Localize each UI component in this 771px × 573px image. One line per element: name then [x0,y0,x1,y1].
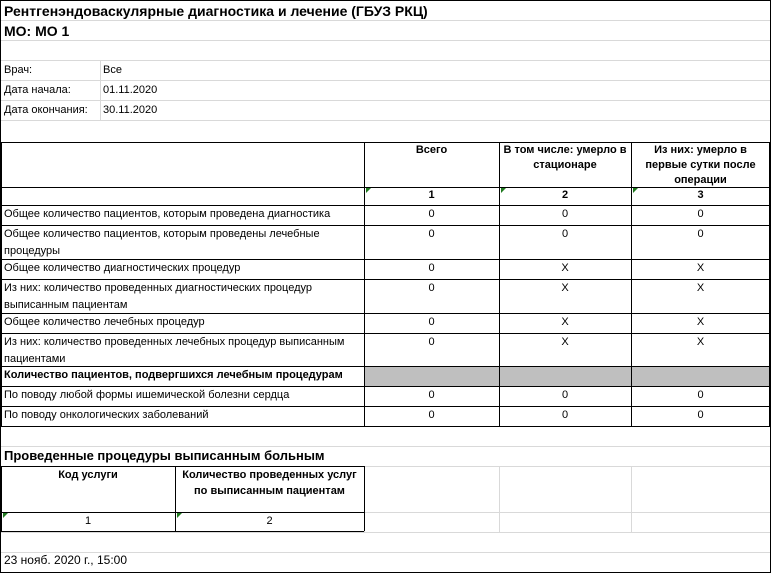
services-col-number-2: 2 [266,515,273,527]
table-cell: 0 [428,409,435,421]
start-date-label: Дата начала: [4,84,71,96]
services-header-2: Количество проведенных услуг по выписанным пациентам [182,469,357,497]
table-border [631,142,632,426]
table-border [1,531,364,532]
doctor-label: Врач: [4,64,33,76]
table-border [1,259,770,260]
start-date-value: 01.11.2020 [103,84,158,96]
table-border [175,466,176,531]
gridline [0,0,770,1]
end-date-label: Дата окончания: [4,104,88,116]
table-cell: X [696,262,705,274]
header-col-2: В том числе: умерло в стационаре [503,144,627,171]
row-label: По поводу онкологических заболеваний [4,409,209,421]
table-cell: 0 [561,208,569,220]
table-border [499,142,500,426]
table-border [364,142,365,426]
table-cell: 0 [428,208,435,220]
table-border [1,142,2,426]
cell-comment-marker [3,513,8,518]
gridline [0,100,770,101]
doctor-value: Все [103,64,122,76]
table-cell: X [561,262,569,274]
table-cell: 0 [428,389,435,401]
table-border [1,187,770,188]
row-label: Из них: количество проведенных лечебных процедур выписанным пациентами [4,336,345,365]
gridline [0,80,770,81]
row-label: Общее количество лечебных процедур [4,316,205,328]
table-border [1,466,364,467]
section2-title: Проведенные процедуры выписанным больным [4,448,325,463]
gridline [499,466,500,532]
cell-comment-marker [366,188,371,193]
table-border [1,225,770,226]
cell-comment-marker [177,513,182,518]
table-cell: 0 [428,228,435,240]
row-label: Общее количество пациентов, которым проведены лечебные процедуры [4,228,320,257]
cell-comment-marker [501,188,506,193]
table-cell: X [696,316,705,328]
row-label: По поводу любой формы ишемической болезни сердца [4,389,290,401]
services-col-number-1: 1 [84,515,92,527]
table-cell: X [561,282,569,294]
report-title: Рентгенэндоваскулярные диагностика и лечение (ГБУЗ РКЦ) [4,3,428,19]
services-header-1: Код услуги [58,469,118,481]
col-number-2: 2 [561,189,569,201]
header-col-3: Из них: умерло в первые сутки после операции [645,144,756,186]
end-date-value: 30.11.2020 [103,104,158,116]
table-border [1,313,770,314]
gridline [631,466,632,532]
table-border [1,279,770,280]
table-cell: 0 [428,282,435,294]
table-border [364,466,365,531]
table-border [1,142,770,143]
table-cell: 0 [561,228,569,240]
table-border [1,366,770,367]
row-label: Количество пациентов, подвергшихся лечебным процедурам [4,369,343,381]
table-cell: 0 [428,336,435,348]
gridline [0,60,770,61]
gridline [0,40,770,41]
table-cell: 0 [428,316,435,328]
table-border [1,386,770,387]
col-number-1: 1 [428,189,435,201]
gridline [0,120,770,121]
table-cell: X [561,316,569,328]
table-border [1,333,770,334]
gridline [100,60,101,120]
table-border [1,406,770,407]
header-col-1: Всего [415,144,448,156]
table-cell: 0 [428,262,435,274]
table-cell: 0 [697,208,704,220]
table-cell: X [696,282,705,294]
col-number-3: 3 [697,189,704,201]
table-cell: X [696,336,705,348]
table-border [1,466,2,531]
footer-timestamp: 23 нояб. 2020 г., 15:00 [4,553,127,567]
gridline [0,532,770,533]
row-label: Общее количество пациентов, которым проведена диагностика [4,208,331,220]
table-cell: 0 [697,389,704,401]
table-border [769,142,770,426]
table-cell: 0 [697,409,704,421]
table-border [1,426,770,427]
cell-comment-marker [633,188,638,193]
row-label: Из них: количество проведенных диагностических процедур выписанным пациентам [4,282,313,311]
table-cell: 0 [697,228,704,240]
table-cell: 0 [561,409,569,421]
table-border [1,205,770,206]
row-label: Общее количество диагностических процедур [4,262,241,274]
mo-label: МО: МО 1 [4,23,70,39]
table-cell: X [561,336,569,348]
table-border [1,512,364,513]
table-cell: 0 [561,389,569,401]
gridline [0,20,770,21]
